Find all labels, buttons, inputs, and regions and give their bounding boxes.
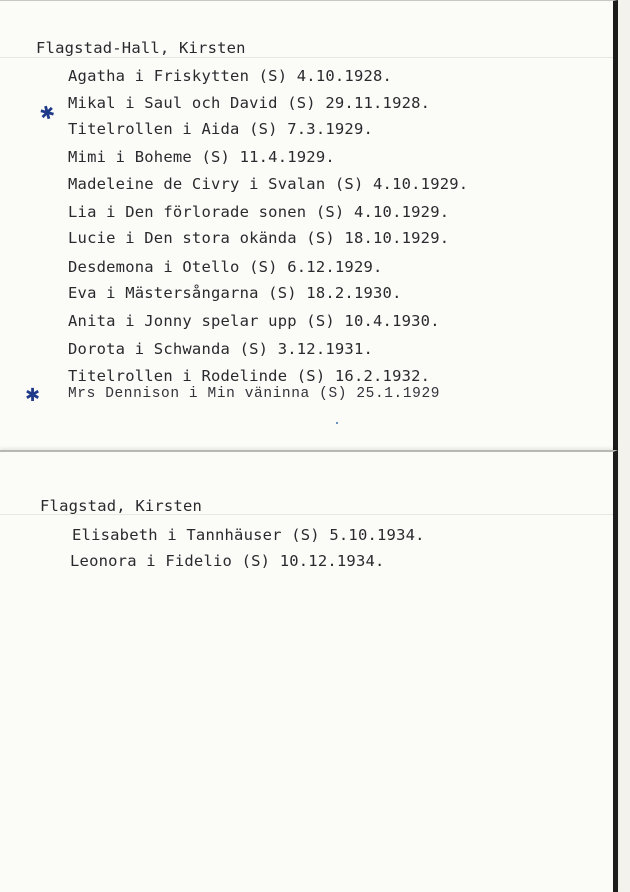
role-entry: Dorota i Schwanda (S) 3.12.1931. [68,340,374,358]
role-entry: Anita i Jonny spelar upp (S) 10.4.1930. [68,312,440,330]
background-edge [618,0,630,892]
role-entry: Leonora i Fidelio (S) 10.12.1934. [70,552,385,570]
role-entry: Lia i Den förlorade sonen (S) 4.10.1929. [68,203,450,221]
role-entry: Madeleine de Civry i Svalan (S) 4.10.1929. [68,175,469,193]
role-entry: Agatha i Friskytten (S) 4.10.1928. [68,67,393,85]
index-card-flagstad [0,450,618,892]
role-entry: Lucie i Den stora okända (S) 18.10.1929. [68,229,450,247]
late-role-entry: Mrs Dennison i Min väninna (S) 25.1.1929 [68,386,441,402]
card-heading: Flagstad-Hall, Kirsten [36,39,246,57]
role-entry: Eva i Mästersångarna (S) 18.2.1930. [68,284,402,302]
ink-dot [336,422,338,424]
role-entry: Mimi i Boheme (S) 11.4.1929. [68,148,335,166]
asterisk-mark-icon: ✱ [25,385,41,406]
index-card-flagstad-hall [0,0,618,452]
role-entry: Titelrollen i Aida (S) 7.3.1929. [68,120,374,138]
card-rule [0,57,613,58]
role-entry: Desdemona i Otello (S) 6.12.1929. [68,258,383,276]
role-entry: Elisabeth i Tannhäuser (S) 5.10.1934. [72,526,425,544]
role-entry: Mikal i Saul och David (S) 29.11.1928. [68,94,431,112]
card-heading: Flagstad, Kirsten [40,497,203,515]
role-entry: Titelrollen i Rodelinde (S) 16.2.1932. [68,367,431,385]
asterisk-mark-icon: ✱ [37,101,58,126]
